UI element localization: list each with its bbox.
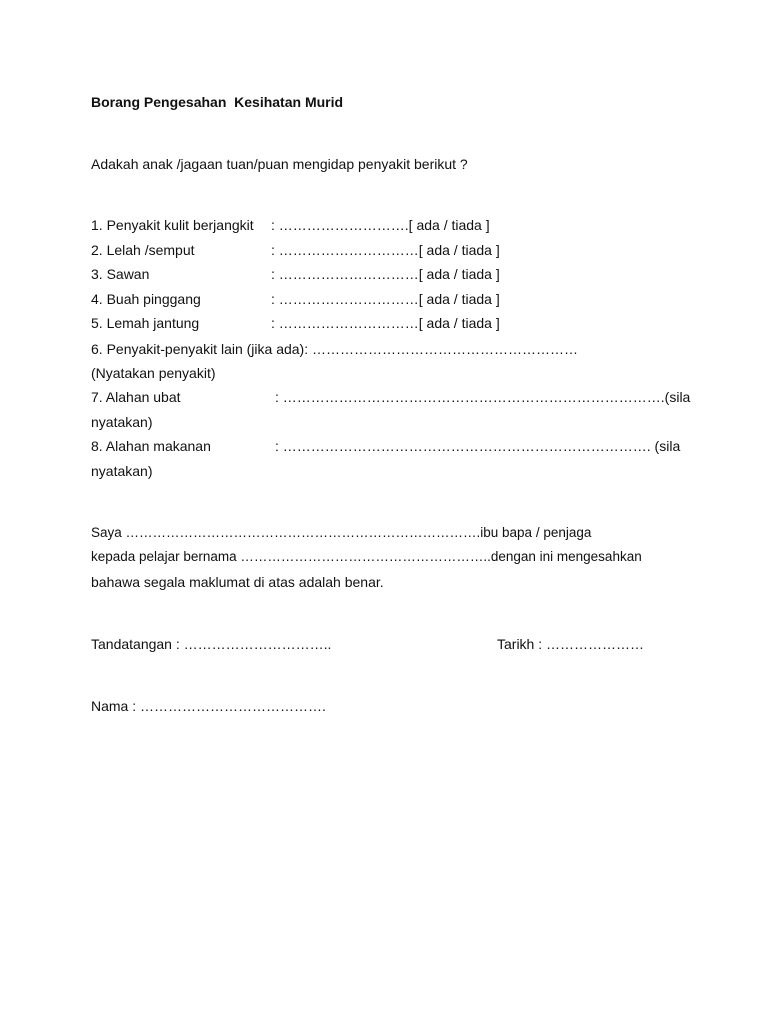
item-5-fill: : …………………………[ ada / tiada ]	[271, 315, 500, 331]
name-field: Nama : ………………………………….	[91, 698, 326, 714]
declaration-line-2: kepada pelajar bernama ………………………………………………..dengan ini mengesahkan	[91, 549, 642, 564]
declaration-line-1: Saya …………………………………………………………………….ibu bapa / penjaga	[91, 525, 592, 540]
item-8-note: nyatakan)	[91, 463, 153, 479]
item-4-fill: : …………………………[ ada / tiada ]	[271, 291, 500, 307]
item-3-label: 3. Sawan	[91, 266, 150, 282]
item-1-label: 1. Penyakit kulit berjangkit	[91, 217, 254, 233]
item-8-label: 8. Alahan makanan	[91, 438, 211, 454]
item-2-label: 2. Lelah /semput	[91, 242, 195, 258]
signature-field: Tandatangan : …………………………..	[91, 636, 332, 652]
item-5-label: 5. Lemah jantung	[91, 315, 200, 331]
item-6-note: (Nyatakan penyakit)	[91, 365, 216, 381]
item-3-fill: : …………………………[ ada / tiada ]	[271, 266, 500, 282]
item-8-fill: : ……………………………………………………………………. (sila	[275, 438, 681, 454]
form-title: Borang Pengesahan Kesihatan Murid	[91, 94, 344, 110]
item-4-label: 4. Buah pinggang	[91, 291, 201, 307]
item-6-line: 6. Penyakit-penyakit lain (jika ada): …………………………………………………	[91, 341, 578, 357]
item-7-note: nyatakan)	[91, 414, 153, 430]
date-field: Tarikh : …………………	[497, 636, 645, 652]
item-7-label: 7. Alahan ubat	[91, 389, 181, 405]
item-7-fill: : ……………………………………………………………………….(sila	[275, 389, 691, 405]
declaration-line-3: bahawa segala maklumat di atas adalah benar.	[91, 574, 384, 590]
item-2-fill: : …………………………[ ada / tiada ]	[271, 242, 500, 258]
intro-question: Adakah anak /jagaan tuan/puan mengidap penyakit berikut ?	[91, 156, 468, 172]
item-1-fill: : ……………………….[ ada / tiada ]	[271, 217, 490, 233]
